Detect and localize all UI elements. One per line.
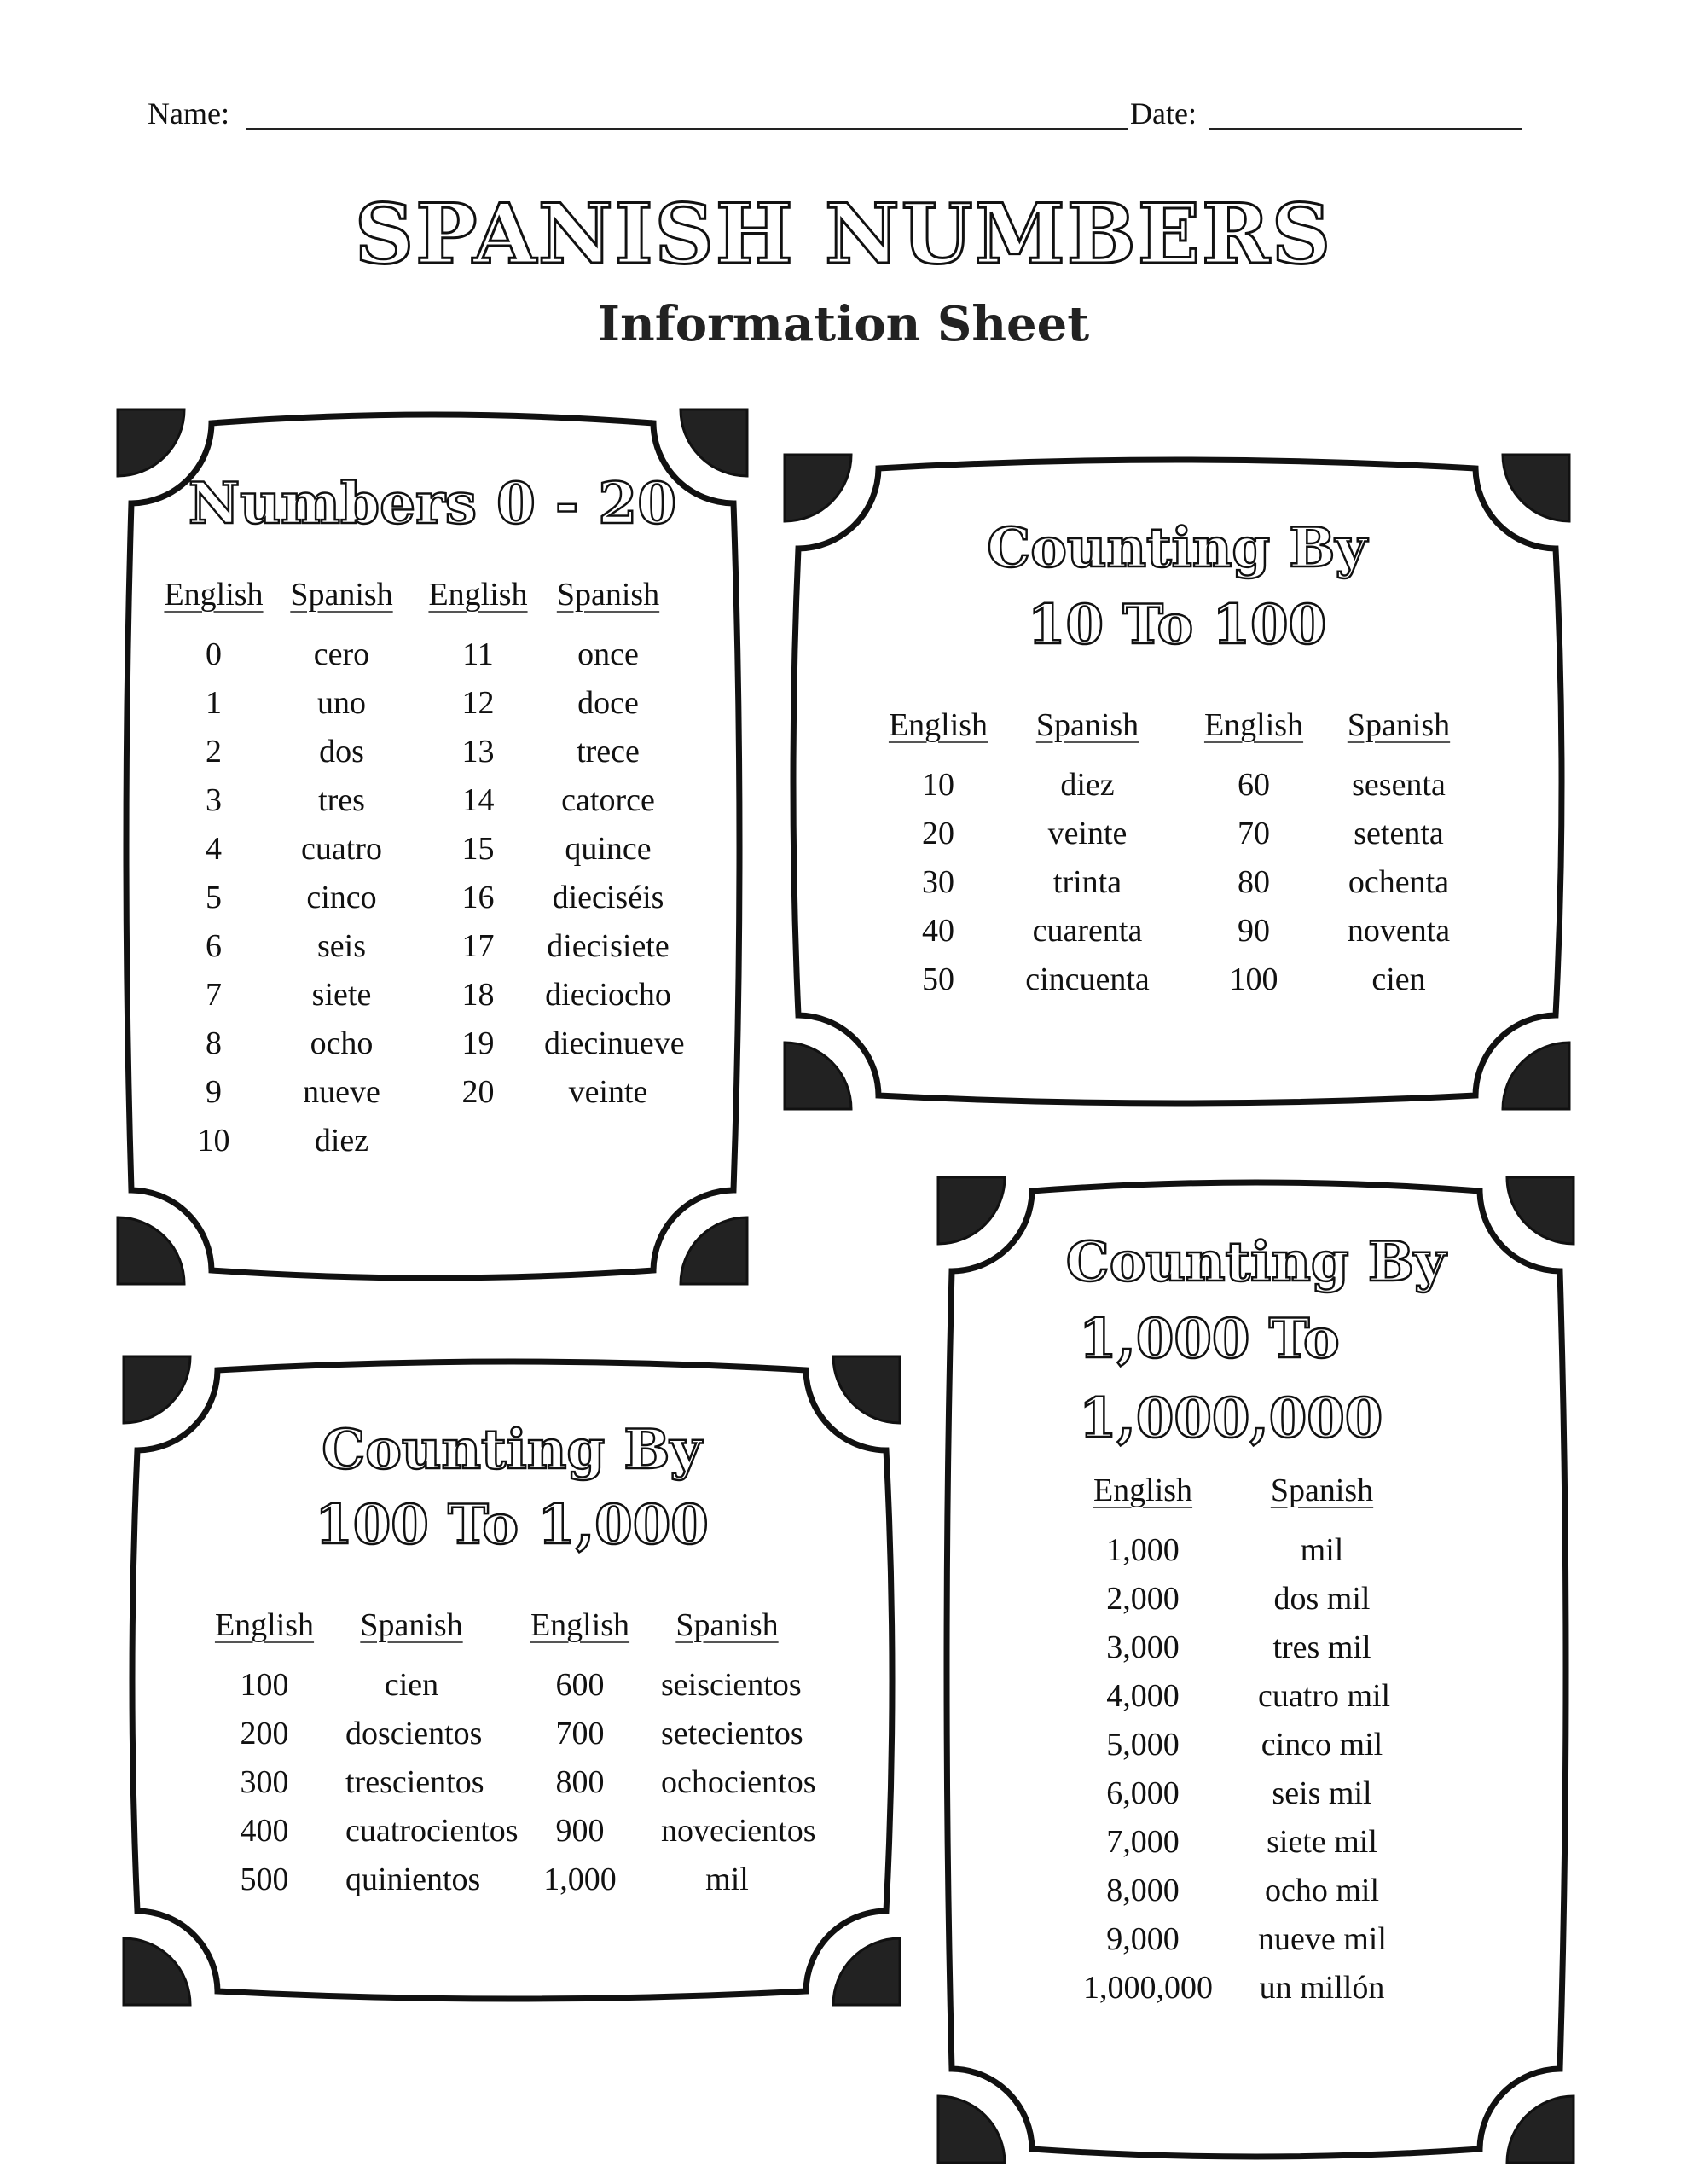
spanish-word-cell: siete mil xyxy=(1267,1824,1377,1860)
spanish-word-cell: setecientos xyxy=(661,1716,803,1751)
numbers-0-20-table xyxy=(126,576,739,1190)
spanish-word-cell: cinco mil xyxy=(1261,1727,1383,1763)
spanish-word-cell: mil xyxy=(705,1862,749,1897)
english-number-cell: 400 xyxy=(240,1813,289,1849)
english-number-cell: 50 xyxy=(922,961,954,997)
table-row xyxy=(947,1823,1565,1871)
numbers-0-20-box xyxy=(126,418,739,1275)
table-row xyxy=(947,1920,1565,1968)
table-row xyxy=(126,1122,739,1170)
english-number-cell: 70 xyxy=(1238,816,1270,851)
spanish-word-cell: dieciocho xyxy=(545,977,671,1013)
english-number-cell: 1,000 xyxy=(543,1862,617,1897)
english-number-cell: 900 xyxy=(555,1813,605,1849)
corner-ornament-icon xyxy=(833,1356,900,1423)
english-number-cell: 20 xyxy=(461,1074,495,1110)
english-number-cell: 90 xyxy=(1238,913,1270,949)
english-number-cell: 20 xyxy=(922,816,954,851)
english-number-cell: 60 xyxy=(1238,767,1270,803)
table-row xyxy=(947,1580,1565,1628)
english-number-cell: 500 xyxy=(240,1862,289,1897)
box-title-line1: Counting By xyxy=(322,1418,702,1482)
header-english: English xyxy=(164,577,264,613)
header-english: English xyxy=(530,1607,630,1643)
header-english: English xyxy=(214,1607,315,1643)
table-row xyxy=(947,1531,1565,1579)
table-row xyxy=(793,766,1561,814)
english-number-cell: 3 xyxy=(206,782,222,818)
table-row xyxy=(793,912,1561,960)
spanish-word-cell: ochocientos xyxy=(661,1764,816,1800)
english-number-cell: 6,000 xyxy=(1106,1775,1180,1811)
spanish-word-cell: cuatro xyxy=(301,831,382,867)
header-english: English xyxy=(428,577,528,613)
spanish-word-cell: noventa xyxy=(1347,913,1451,949)
box-title-line2: 1,000 To xyxy=(1079,1307,1340,1371)
table-row xyxy=(793,815,1561,863)
counting-by-1000-table xyxy=(947,1472,1565,2137)
english-number-cell: 11 xyxy=(462,636,494,672)
english-number-cell: 4 xyxy=(206,831,222,867)
table-row xyxy=(947,1629,1565,1676)
table-row xyxy=(126,976,739,1024)
table-row xyxy=(126,781,739,829)
table-row xyxy=(126,879,739,926)
spanish-word-cell: seis mil xyxy=(1272,1775,1372,1811)
table-row xyxy=(126,927,739,975)
english-number-cell: 1,000 xyxy=(1106,1532,1180,1568)
page-subtitle: Information Sheet xyxy=(597,296,1090,352)
spanish-word-cell: dos xyxy=(319,734,364,770)
english-number-cell: 2 xyxy=(206,734,222,770)
counting-by-100-box xyxy=(132,1365,891,1996)
header-english: English xyxy=(1203,707,1304,743)
spanish-word-cell: uno xyxy=(317,685,366,721)
english-number-cell: 80 xyxy=(1238,864,1270,900)
english-number-cell: 800 xyxy=(555,1764,605,1800)
table-row xyxy=(126,1073,739,1121)
spanish-word-cell: trece xyxy=(577,734,640,770)
english-number-cell: 8 xyxy=(206,1025,222,1061)
english-number-cell: 5,000 xyxy=(1106,1727,1180,1763)
table-header xyxy=(793,706,1561,754)
english-number-cell: 1,000,000 xyxy=(1083,1970,1213,2006)
table-row xyxy=(793,863,1561,911)
page-title: SPANISH NUMBERS xyxy=(354,186,1333,282)
counting-by-100-table xyxy=(132,1606,891,1948)
spanish-word-cell: setenta xyxy=(1354,816,1444,851)
english-number-cell: 12 xyxy=(461,685,495,721)
spanish-word-cell: trescientos xyxy=(345,1764,484,1800)
english-number-cell: 600 xyxy=(555,1667,605,1703)
table-row xyxy=(947,1726,1565,1774)
corner-ornament-icon xyxy=(681,1217,747,1284)
spanish-word-cell: seis xyxy=(317,928,366,964)
box-title-line3: 1,000,000 xyxy=(1079,1386,1383,1450)
spanish-word-cell: diez xyxy=(1060,767,1115,803)
english-number-cell: 5 xyxy=(206,880,222,915)
date-field[interactable] xyxy=(1209,128,1522,130)
english-number-cell: 200 xyxy=(240,1716,289,1751)
spanish-word-cell: doscientos xyxy=(345,1716,483,1751)
counting-by-10-box xyxy=(793,463,1561,1101)
english-number-cell: 8,000 xyxy=(1106,1873,1180,1908)
english-number-cell: 19 xyxy=(461,1025,495,1061)
english-number-cell: 1 xyxy=(206,685,222,721)
box-title-line2: 100 To 1,000 xyxy=(315,1493,709,1557)
counting-by-1000-box xyxy=(947,1186,1565,2154)
name-field[interactable] xyxy=(246,128,1128,130)
english-number-cell: 10 xyxy=(197,1123,230,1159)
header-spanish: Spanish xyxy=(1347,707,1451,743)
english-number-cell: 30 xyxy=(922,864,954,900)
spanish-word-cell: diecisiete xyxy=(547,928,670,964)
spanish-word-cell: nueve xyxy=(303,1074,380,1110)
spanish-word-cell: trinta xyxy=(1052,864,1122,900)
spanish-word-cell: diez xyxy=(314,1123,369,1159)
spanish-word-cell: veinte xyxy=(1047,816,1128,851)
english-number-cell: 7 xyxy=(206,977,222,1013)
corner-ornament-icon xyxy=(785,1043,851,1109)
table-header xyxy=(126,576,739,624)
english-number-cell: 100 xyxy=(1229,961,1278,997)
english-number-cell: 15 xyxy=(461,831,495,867)
spanish-word-cell: sesenta xyxy=(1352,767,1446,803)
corner-ornament-icon xyxy=(1503,1043,1569,1109)
corner-ornament-icon xyxy=(118,1217,184,1284)
counting-by-10-table xyxy=(793,706,1561,1048)
english-number-cell: 14 xyxy=(461,782,495,818)
english-number-cell: 40 xyxy=(922,913,954,949)
table-row xyxy=(132,1812,891,1860)
table-row xyxy=(126,830,739,878)
spanish-word-cell: cien xyxy=(384,1667,439,1703)
spanish-word-cell: cuarenta xyxy=(1032,913,1143,949)
english-number-cell: 6 xyxy=(206,928,222,964)
spanish-word-cell: nueve mil xyxy=(1258,1921,1387,1957)
english-number-cell: 9 xyxy=(206,1074,222,1110)
table-row xyxy=(132,1763,891,1811)
spanish-word-cell: novecientos xyxy=(661,1813,816,1849)
corner-ornament-icon xyxy=(124,1356,190,1423)
english-number-cell: 16 xyxy=(461,880,495,915)
corner-ornament-icon xyxy=(681,410,747,476)
corner-ornament-icon xyxy=(785,455,851,521)
header-spanish: Spanish xyxy=(1270,1472,1374,1508)
table-row xyxy=(126,733,739,781)
spanish-word-cell: siete xyxy=(311,977,372,1013)
spanish-word-cell: dos mil xyxy=(1273,1581,1371,1617)
corner-ornament-icon xyxy=(833,1938,900,2005)
english-number-cell: 10 xyxy=(922,767,954,803)
spanish-word-cell: tres xyxy=(318,782,365,818)
english-number-cell: 7,000 xyxy=(1106,1824,1180,1860)
spanish-word-cell: dieciséis xyxy=(552,880,664,915)
spanish-word-cell: ocho mil xyxy=(1264,1873,1380,1908)
spanish-word-cell: cinco xyxy=(306,880,377,915)
table-header xyxy=(947,1472,1565,1519)
english-number-cell: 2,000 xyxy=(1106,1581,1180,1617)
spanish-word-cell: doce xyxy=(577,685,639,721)
spanish-word-cell: veinte xyxy=(568,1074,648,1110)
corner-ornament-icon xyxy=(1503,455,1569,521)
corner-ornament-icon xyxy=(124,1938,190,2005)
corner-ornament-icon xyxy=(118,410,184,476)
spanish-word-cell: quinientos xyxy=(345,1862,481,1897)
spanish-word-cell: tres mil xyxy=(1272,1629,1371,1665)
english-number-cell: 17 xyxy=(461,928,495,964)
box-title: Numbers 0 - 20 xyxy=(188,470,677,537)
spanish-word-cell: seiscientos xyxy=(661,1667,802,1703)
table-row xyxy=(132,1666,891,1714)
spanish-word-cell: cuatrocientos xyxy=(345,1813,519,1849)
spanish-word-cell: cincuenta xyxy=(1025,961,1150,997)
table-row xyxy=(793,961,1561,1008)
spanish-word-cell: quince xyxy=(565,831,652,867)
spanish-word-cell: cuatro mil xyxy=(1258,1678,1391,1714)
spanish-word-cell: once xyxy=(577,636,639,672)
english-number-cell: 4,000 xyxy=(1106,1678,1180,1714)
english-number-cell: 13 xyxy=(461,734,495,770)
spanish-word-cell: un millón xyxy=(1259,1970,1385,2006)
name-date-line xyxy=(148,92,1522,135)
table-row xyxy=(947,1774,1565,1822)
box-title-line1: Counting By xyxy=(1065,1230,1446,1294)
english-number-cell: 0 xyxy=(206,636,222,672)
table-row xyxy=(132,1715,891,1763)
spanish-word-cell: cero xyxy=(313,636,370,672)
english-number-cell: 100 xyxy=(240,1667,289,1703)
table-row xyxy=(126,636,739,683)
header-spanish: Spanish xyxy=(675,1607,779,1643)
spanish-word-cell: mil xyxy=(1300,1532,1344,1568)
english-number-cell: 700 xyxy=(555,1716,605,1751)
table-row xyxy=(947,1872,1565,1920)
date-label: Date: xyxy=(1130,96,1197,131)
english-number-cell: 18 xyxy=(461,977,495,1013)
table-row xyxy=(126,1025,739,1072)
table-row xyxy=(947,1969,1565,2017)
spanish-word-cell: diecinueve xyxy=(544,1025,685,1061)
table-row xyxy=(132,1861,891,1908)
header-spanish: Spanish xyxy=(1035,707,1139,743)
table-row xyxy=(947,1677,1565,1725)
table-row xyxy=(126,684,739,732)
box-title-line1: Counting By xyxy=(987,516,1367,580)
header-english: English xyxy=(1093,1472,1193,1508)
header-spanish: Spanish xyxy=(290,577,393,613)
spanish-word-cell: ocho xyxy=(310,1025,374,1061)
english-number-cell: 300 xyxy=(240,1764,289,1800)
english-number-cell: 9,000 xyxy=(1106,1921,1180,1957)
spanish-word-cell: cien xyxy=(1371,961,1426,997)
table-header xyxy=(132,1606,891,1654)
box-title-line2: 10 To 100 xyxy=(1027,593,1327,657)
name-label: Name: xyxy=(148,96,229,131)
header-spanish: Spanish xyxy=(556,577,660,613)
spanish-word-cell: ochenta xyxy=(1348,864,1450,900)
header-english: English xyxy=(888,707,988,743)
header-spanish: Spanish xyxy=(360,1607,463,1643)
spanish-word-cell: catorce xyxy=(561,782,655,818)
english-number-cell: 3,000 xyxy=(1106,1629,1180,1665)
